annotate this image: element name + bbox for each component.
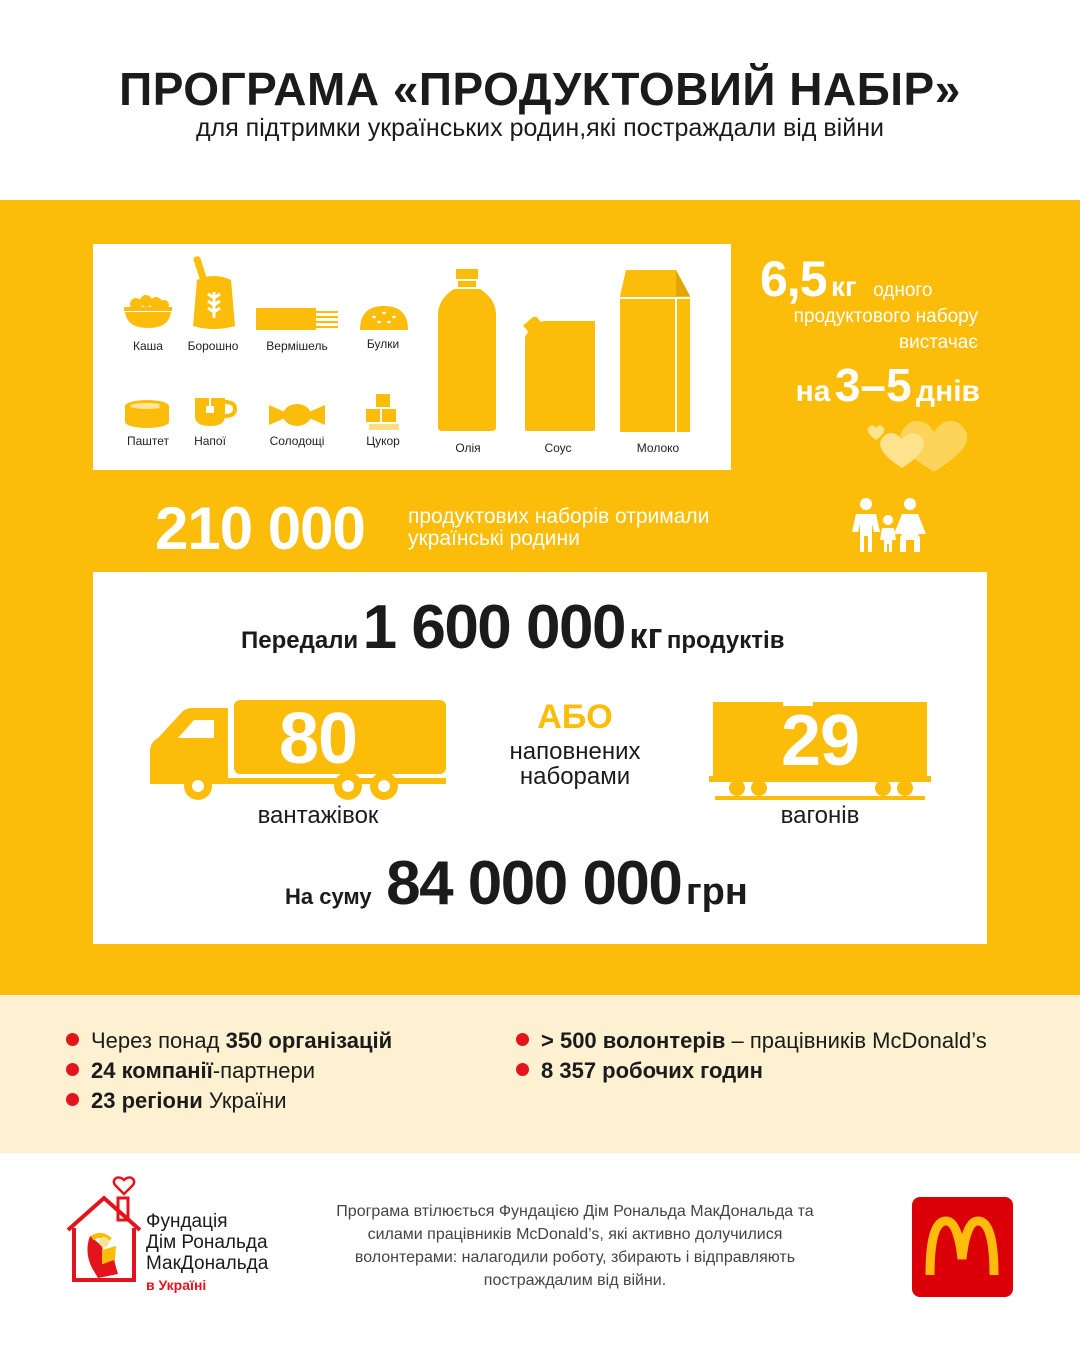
transferred-suffix: продуктів: [666, 627, 785, 654]
transferred-line: [241, 592, 784, 663]
transferred-label: Передали: [241, 627, 359, 654]
product-label-sweets: Солодощі: [269, 434, 325, 448]
bullet-dot: [516, 1063, 529, 1076]
stat-companies: 24 компанії-партнери: [66, 1058, 315, 1084]
golden-arches-icon: [912, 1197, 1013, 1297]
mcdonalds-logo: [912, 1197, 1013, 1297]
candy-icon: [267, 402, 327, 428]
bullet-dot: [66, 1033, 79, 1046]
transferred-value: 1 600 000: [362, 593, 625, 662]
page-subtitle: для підтримки українських родин,які постраждали від війни: [196, 114, 884, 142]
bullet-dot: [66, 1093, 79, 1106]
sum-value: 84 000 000: [386, 849, 682, 918]
product-label-oil: Олія: [455, 441, 481, 455]
bullet-dot: [516, 1033, 529, 1046]
sum-label: На суму: [285, 884, 372, 909]
trucks-value: 80: [278, 699, 358, 779]
trucks-label: вантажівок: [257, 802, 379, 829]
filled-line1: наповнених: [509, 738, 641, 765]
foundation-name-line4: в Україні: [146, 1277, 207, 1293]
wagons-label: вагонів: [780, 802, 860, 829]
weight-set-text: продуктового набору: [793, 306, 978, 327]
days-prefix: на: [795, 375, 831, 408]
product-label-buns: Булки: [366, 337, 400, 351]
kits-text: продуктових наборів отримали українські родини: [408, 505, 710, 550]
sum-line: [285, 848, 748, 919]
foundation-name-line2: Дім Рональда: [146, 1232, 268, 1253]
sauce-pack-icon: [519, 317, 599, 433]
porridge-bowl-icon: [122, 292, 174, 330]
kits-count: 210 000: [155, 495, 365, 562]
foundation-logo-icon: [62, 1176, 144, 1288]
cup-icon: [193, 394, 237, 430]
weight-enough-text: вистачає: [898, 332, 978, 353]
foundation-name-line1: Фундація: [146, 1211, 228, 1232]
products-panel: [93, 244, 731, 470]
product-label-sauce: Соус: [544, 441, 572, 455]
product-label-milk: Молоко: [636, 441, 680, 455]
product-label-drinks: Напої: [194, 434, 226, 448]
bun-icon: [358, 302, 410, 334]
transferred-unit: кг: [629, 615, 663, 656]
flour-sack-icon: [189, 254, 239, 332]
filled-line2: наборами: [519, 763, 631, 790]
stat-regions: 23 регіони України: [66, 1088, 287, 1114]
pate-can-icon: [123, 398, 171, 430]
pasta-icon: [254, 306, 340, 332]
stat-hours: 8 357 робочих годин: [516, 1058, 763, 1084]
product-label-pate: Паштет: [126, 434, 170, 448]
summary-card: [93, 572, 987, 944]
page-title: ПРОГРАМА «ПРОДУКТОВИЙ НАБІР»: [119, 63, 961, 115]
footer-note: Програма втілюється Фундацією Дім Рональда МакДональда та силами працівників McDonald’s, які активно долучилися волонтерами: налагодили роботу, збирають і відправляють постраждалим від війни.: [336, 1203, 814, 1289]
sum-unit: грн: [685, 871, 748, 913]
days-value: 3–5: [834, 359, 912, 411]
stat-volunteers: > 500 волонтерів – працівників McDonald’s: [516, 1028, 987, 1054]
days-line: [740, 358, 980, 412]
product-label-sugar: Цукор: [366, 434, 400, 448]
stat-organizations: Через понад 350 організацій: [66, 1028, 392, 1054]
product-label-pasta: Вермішель: [266, 339, 328, 353]
weight-one: одного: [873, 280, 933, 301]
product-label-flour: Борошно: [187, 339, 239, 353]
days-unit: днів: [916, 375, 980, 408]
oil-bottle-icon: [436, 267, 498, 433]
weight-unit: кг: [830, 271, 857, 302]
weight-value: 6,5: [760, 251, 827, 307]
weight-line: [760, 250, 980, 308]
hearts-icon: [862, 412, 974, 476]
or-label: АБО: [537, 698, 613, 736]
sugar-cubes-icon: [363, 392, 405, 432]
wagons-value: 29: [780, 701, 860, 781]
family-icon: [850, 498, 928, 554]
product-label-porridge: Каша: [133, 339, 163, 353]
bullet-dot: [66, 1063, 79, 1076]
foundation-name-line3: МакДональда: [146, 1253, 269, 1274]
milk-carton-icon: [618, 268, 694, 434]
